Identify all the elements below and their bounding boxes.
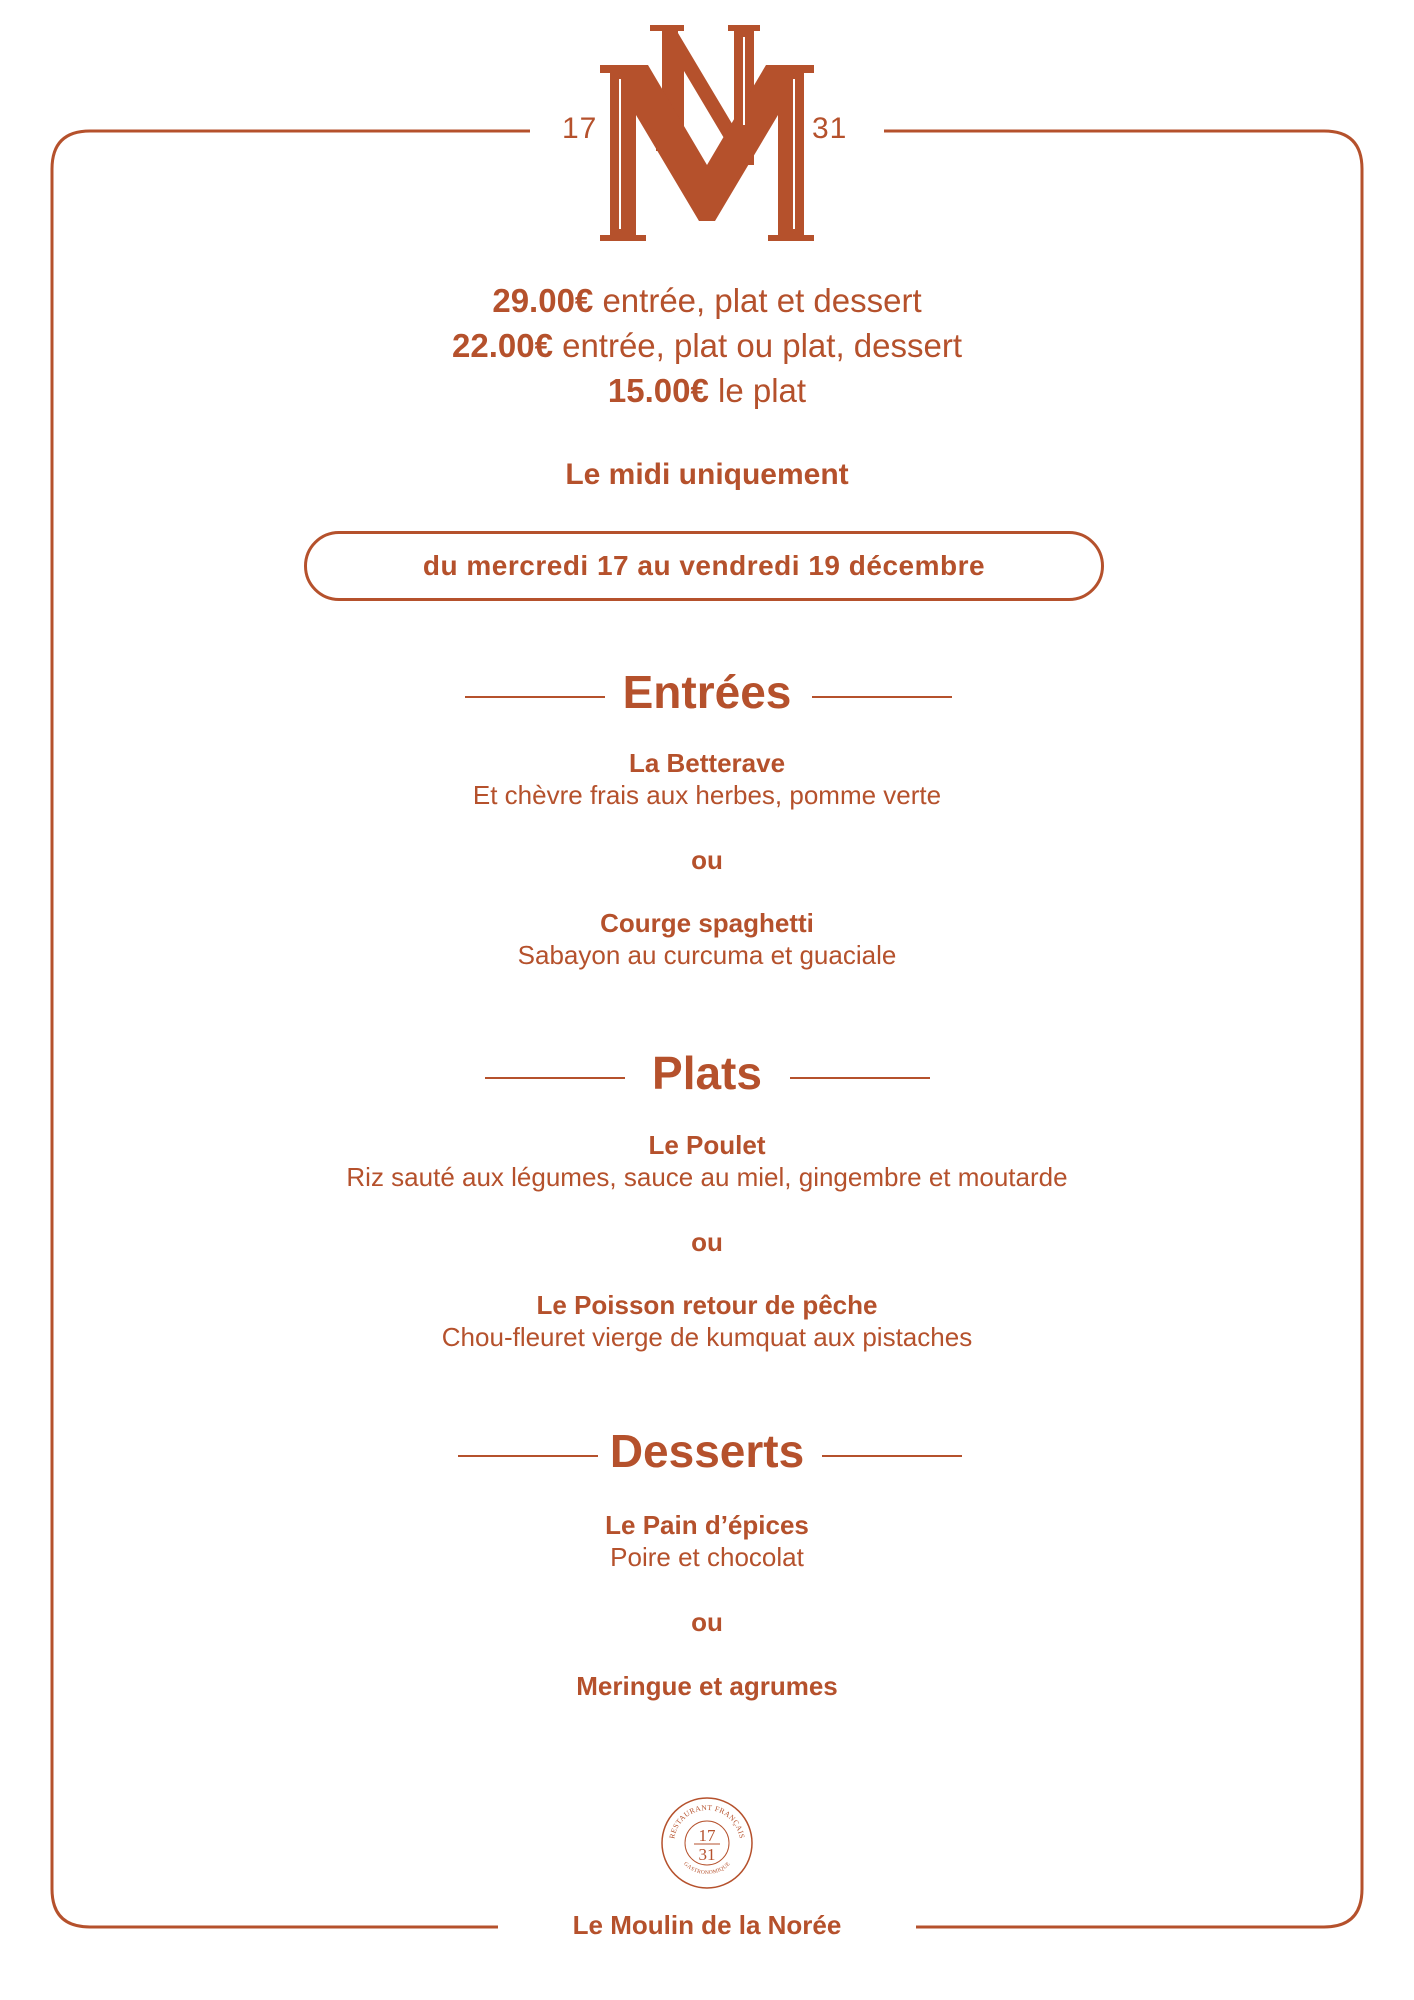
price-list — [0, 278, 1414, 413]
dish-name: Courge spaghetti — [600, 908, 814, 938]
dish-description: Sabayon au curcuma et guaciale — [517, 940, 897, 970]
price-amount: 22.00€ — [451, 327, 553, 364]
or-separator: ou — [691, 1607, 723, 1637]
price-line — [0, 278, 1414, 323]
seal-top-text: RESTAURANT FRANÇAIS — [667, 1802, 747, 1840]
date-range-text: du mercredi 17 au vendredi 19 décembre — [422, 550, 986, 581]
or-separator: ou — [691, 845, 723, 875]
date-range-badge — [304, 531, 1104, 601]
year-left: 17 — [562, 112, 598, 145]
seal-number-top: 17 — [698, 1826, 716, 1845]
section-title-desserts: Desserts — [609, 1425, 805, 1477]
price-description: entrée, plat et dessert — [602, 282, 922, 319]
seal-bottom-text: GASTRONOMIQUE — [682, 1861, 732, 1877]
dish-name: Le Pain d’épices — [605, 1510, 809, 1540]
or-separator: ou — [691, 1227, 723, 1257]
dish-description: Et chèvre frais aux herbes, pomme verte — [472, 780, 942, 810]
dish-description: Riz sauté aux légumes, sauce au miel, gingembre et moutarde — [346, 1162, 1068, 1192]
seal-number-bottom: 31 — [698, 1845, 716, 1864]
price-description: entrée, plat ou plat, dessert — [562, 327, 963, 364]
mn-monogram-logo — [600, 25, 814, 245]
section-title-entrees: Entrées — [622, 666, 792, 718]
price-amount: 15.00€ — [607, 372, 709, 409]
dish-description: Chou-fleuret vierge de kumquat aux pistaches — [441, 1322, 973, 1352]
dish-name: La Betterave — [628, 748, 786, 778]
dish-name: Le Poulet — [648, 1130, 766, 1160]
dish-description: Poire et chocolat — [610, 1542, 804, 1572]
price-amount: 29.00€ — [492, 282, 594, 319]
dish-name: Le Poisson retour de pêche — [536, 1290, 878, 1320]
availability-note: Le midi uniquement — [565, 458, 849, 491]
price-line — [0, 368, 1414, 413]
section-title-plats: Plats — [652, 1047, 762, 1099]
price-description: le plat — [718, 372, 807, 409]
restaurant-name-footer: Le Moulin de la Norée — [572, 1910, 842, 1940]
price-line — [0, 323, 1414, 368]
year-right: 31 — [812, 112, 848, 145]
restaurant-seal-logo — [660, 1796, 754, 1890]
dish-name: Meringue et agrumes — [576, 1671, 838, 1701]
